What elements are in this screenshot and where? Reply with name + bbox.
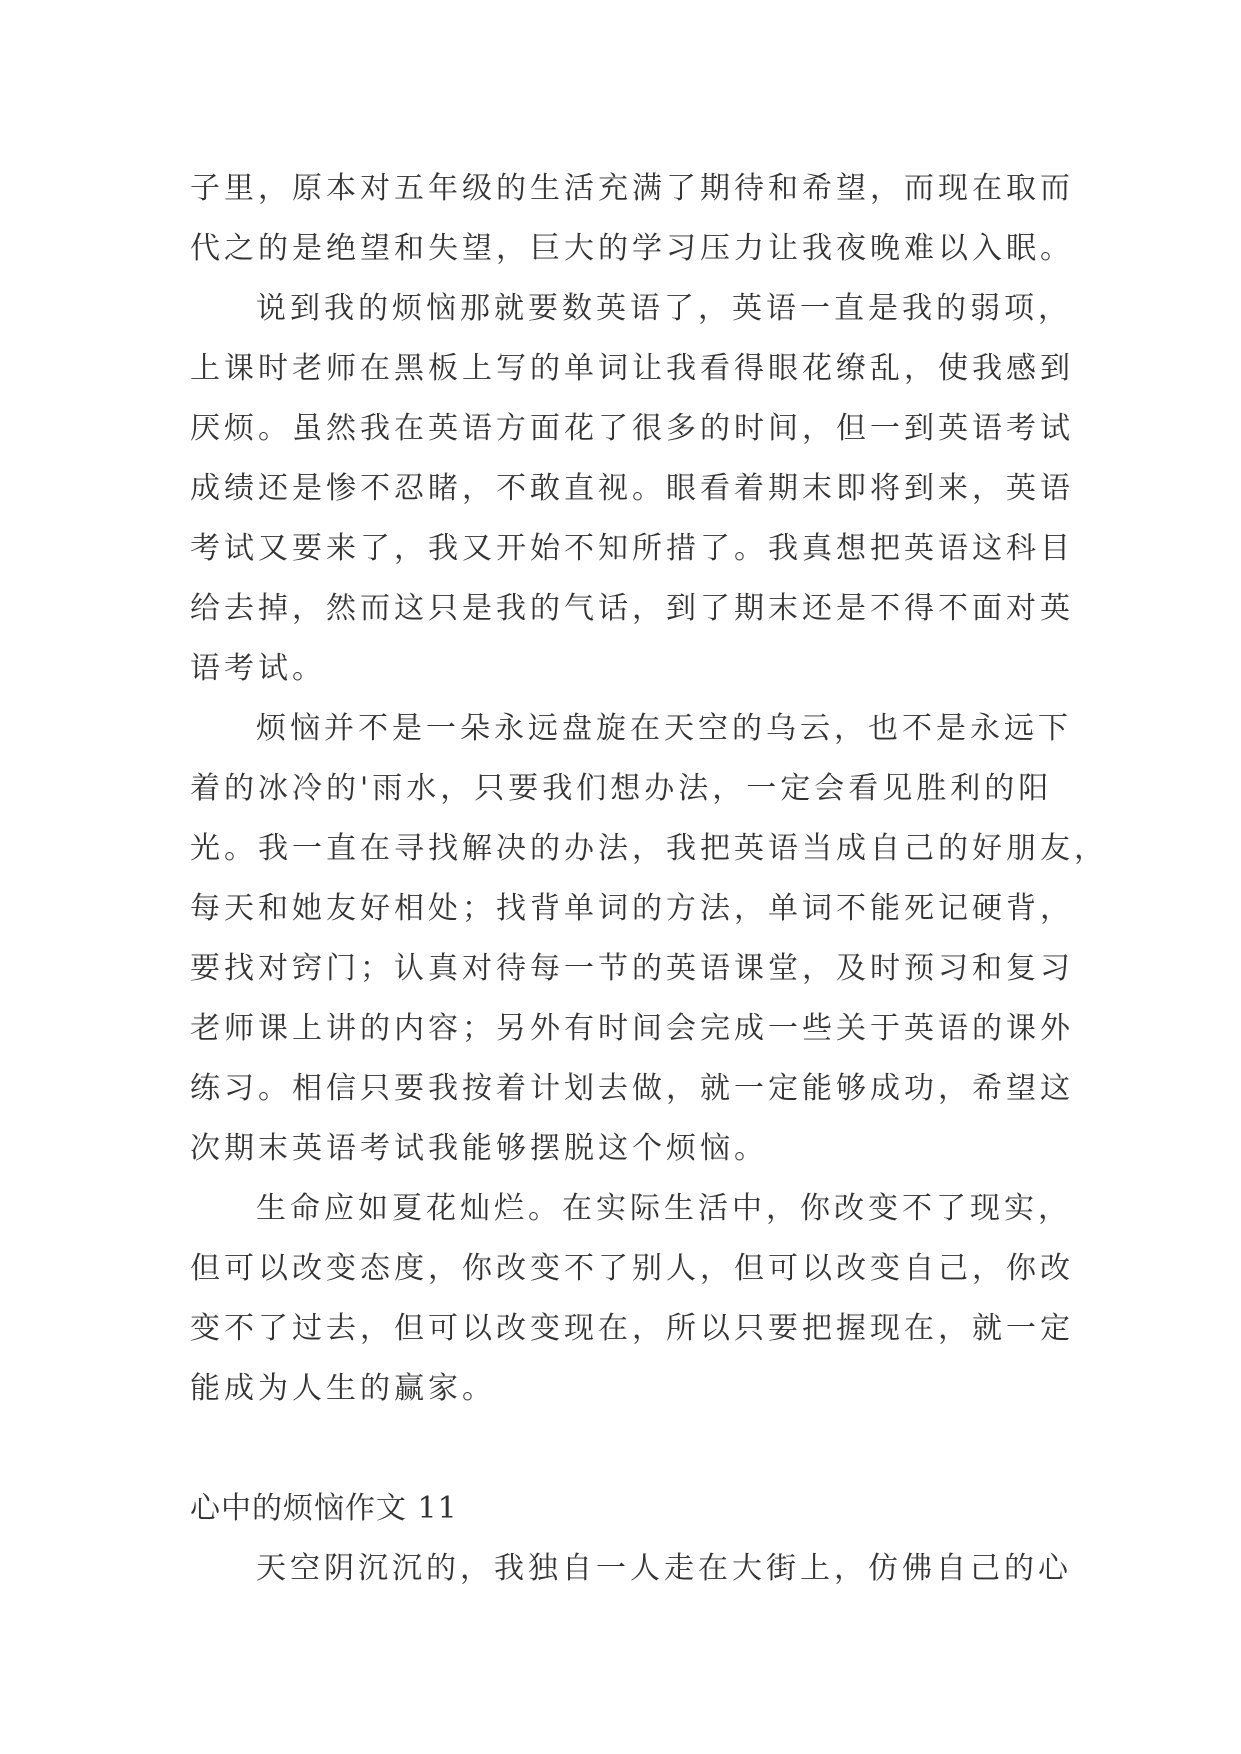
section-heading: 心中的烦恼作文 11 [190, 1491, 458, 1526]
text-line: 成绩还是惨不忍睹，不敢直视。眼看着期末即将到来，英语 [190, 471, 1074, 506]
text-line: 能成为人生的赢家。 [190, 1371, 496, 1406]
text-line: 给去掉，然而这只是我的气话，到了期末还是不得不面对英 [190, 591, 1074, 626]
text-line: 天空阴沉沉的，我独自一人走在大街上，仿佛自己的心 [256, 1551, 1072, 1586]
text-line: 老师课上讲的内容；另外有时间会完成一些关于英语的课外 [190, 1011, 1074, 1046]
text-line: 代之的是绝望和失望，巨大的学习压力让我夜晚难以入眠。 [190, 231, 1074, 266]
paragraph-next-essay [190, 1539, 1070, 1599]
paragraph-english-worry [190, 279, 1074, 699]
text-line: 语考试。 [190, 651, 326, 686]
text-line: 烦恼并不是一朵永远盘旋在天空的乌云，也不是永远下 [256, 711, 1072, 746]
text-line: 考试又要来了，我又开始不知所措了。我真想把英语这科目 [190, 531, 1074, 566]
paragraph-summer-flowers [190, 1179, 1074, 1419]
text-line: 练习。相信只要我按着计划去做，就一定能够成功，希望这 [190, 1071, 1074, 1106]
paragraph-dark-cloud [190, 699, 1108, 1179]
text-line: 子里，原本对五年级的生活充满了期待和希望，而现在取而 [190, 171, 1074, 206]
text-line: 说到我的烦恼那就要数英语了，英语一直是我的弱项， [256, 291, 1072, 326]
text-line: 但可以改变态度，你改变不了别人，但可以改变自己，你改 [190, 1251, 1074, 1286]
text-line: 上课时老师在黑板上写的单词让我看得眼花缭乱，使我感到 [190, 351, 1074, 386]
text-line: 生命应如夏花灿烂。在实际生活中，你改变不了现实， [256, 1191, 1072, 1226]
text-line: 每天和她友好相处；找背单词的方法，单词不能死记硬背， [190, 891, 1074, 926]
text-line: 变不了过去，但可以改变现在，所以只要把握现在，就一定 [190, 1311, 1074, 1346]
section-spacer [190, 1419, 1070, 1479]
text-line: 厌烦。虽然我在英语方面花了很多的时间，但一到英语考试 [190, 411, 1074, 446]
paragraph-continuation [190, 159, 1074, 279]
essay-body [190, 159, 1108, 1599]
text-line: 次期末英语考试我能够摆脱这个烦恼。 [190, 1131, 768, 1166]
text-line: 要找对窍门；认真对待每一节的英语课堂，及时预习和复习 [190, 951, 1074, 986]
text-line: 光。我一直在寻找解决的办法，我把英语当成自己的好朋友， [190, 831, 1108, 866]
text-line: 着的冰冷的'雨水，只要我们想办法，一定会看见胜利的阳 [190, 771, 1053, 806]
